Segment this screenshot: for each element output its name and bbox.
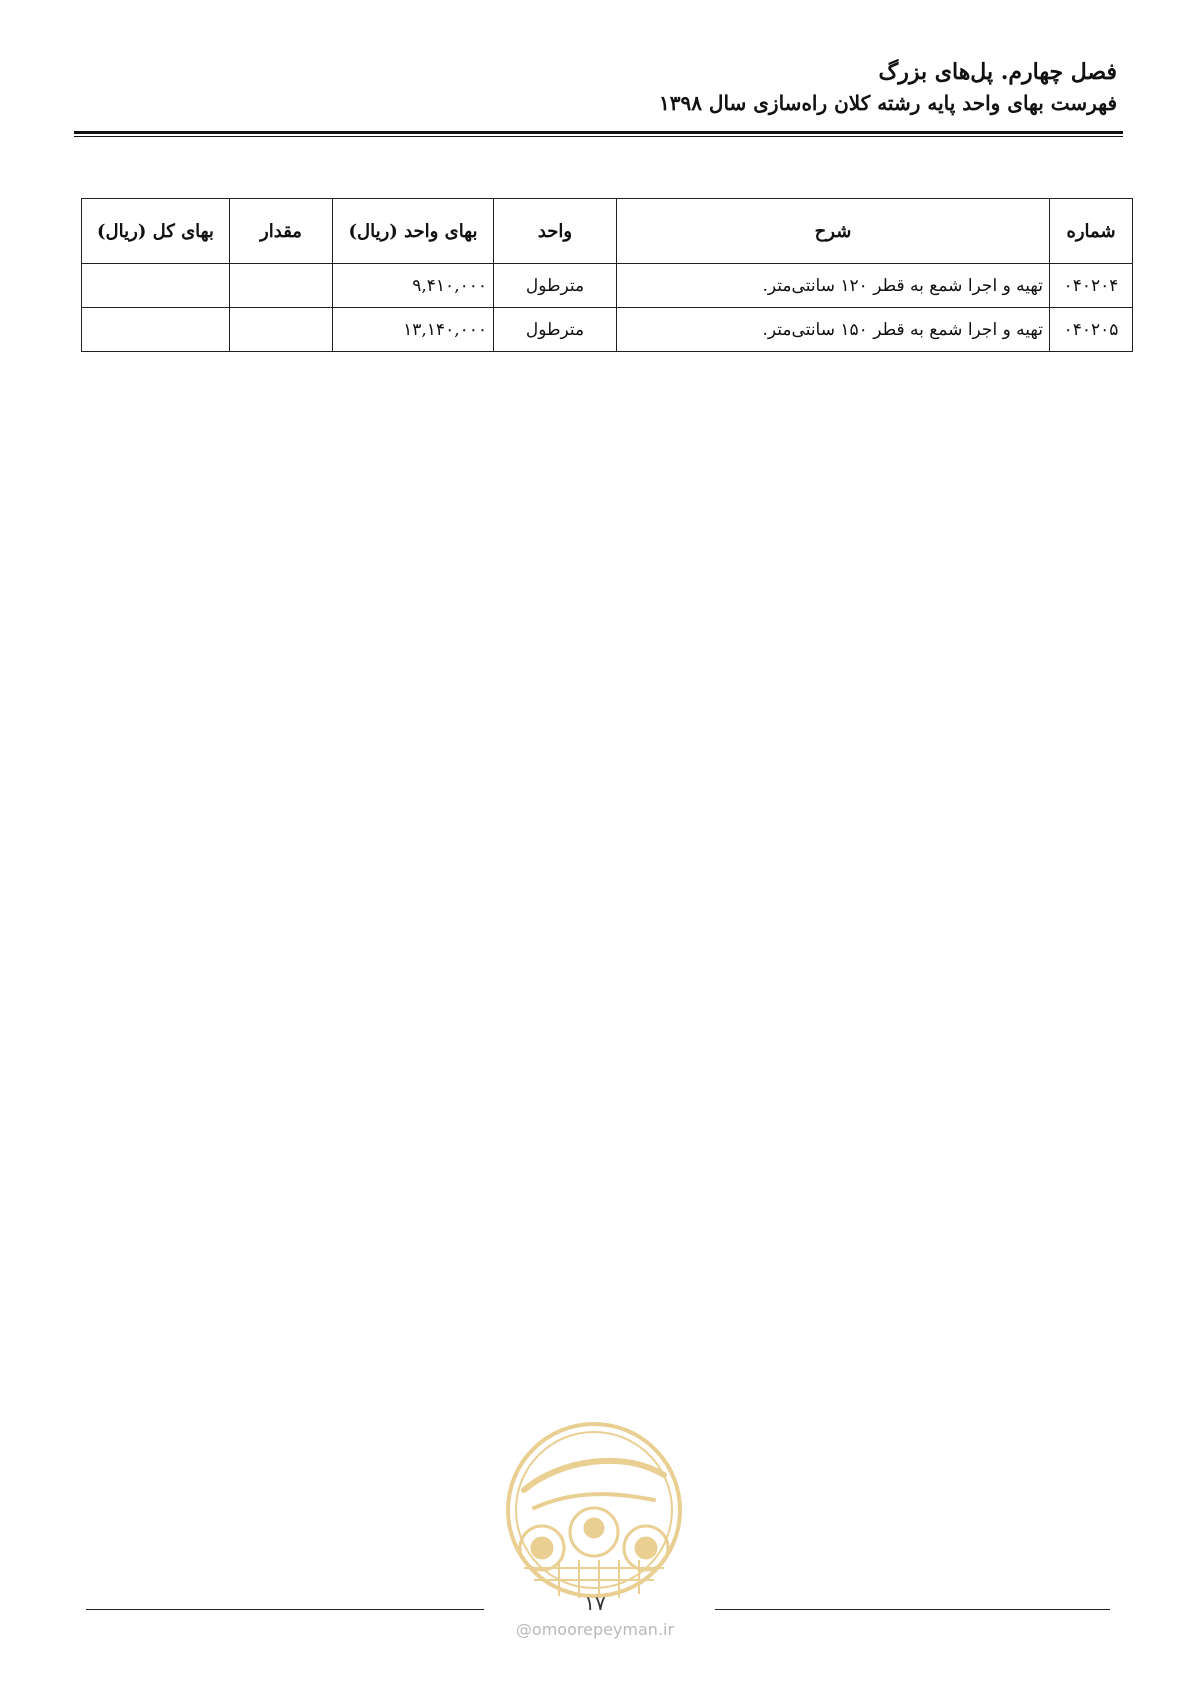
cell-total-price — [82, 264, 230, 308]
column-header-quantity: مقدار — [230, 199, 333, 264]
page-number: ۱۷ — [584, 1591, 606, 1615]
page-header — [67, 56, 1117, 118]
column-header-unit-price: بهای واحد (ریال) — [333, 199, 494, 264]
cell-unit-price: ۱۳,۱۴۰,۰۰۰ — [333, 308, 494, 352]
cell-description: تهیه و اجرا شمع به قطر ۱۵۰ سانتی‌متر. — [617, 308, 1050, 352]
cell-total-price — [82, 308, 230, 352]
cell-number: ۰۴۰۲۰۴ — [1050, 264, 1133, 308]
table-row — [82, 308, 1133, 352]
table-row — [82, 264, 1133, 308]
gear-seal-logo-icon — [504, 1420, 684, 1600]
cell-number: ۰۴۰۲۰۵ — [1050, 308, 1133, 352]
chapter-title: فصل چهارم. پل‌های بزرگ — [878, 59, 1117, 85]
footer-rule-right — [715, 1609, 1110, 1610]
price-list-title: فهرست بهای واحد پایه رشته کلان راه‌سازی سال ۱۳۹۸ — [659, 91, 1117, 115]
cell-unit: مترطول — [494, 308, 617, 352]
cell-quantity — [230, 308, 333, 352]
website-watermark[interactable]: @omoorepeyman.ir — [515, 1620, 675, 1639]
column-header-number: شماره — [1050, 199, 1133, 264]
price-table — [81, 198, 1133, 352]
cell-quantity — [230, 264, 333, 308]
table-header-row — [82, 199, 1133, 264]
column-header-total-price: بهای کل (ریال) — [82, 199, 230, 264]
cell-description: تهیه و اجرا شمع به قطر ۱۲۰ سانتی‌متر. — [617, 264, 1050, 308]
header-rule-thick — [74, 131, 1123, 134]
column-header-unit: واحد — [494, 199, 617, 264]
price-table-container — [81, 198, 1119, 352]
cell-unit: مترطول — [494, 264, 617, 308]
column-header-description: شرح — [617, 199, 1050, 264]
header-rule-thin — [74, 136, 1123, 137]
cell-unit-price: ۹,۴۱۰,۰۰۰ — [333, 264, 494, 308]
footer-rule-left — [86, 1609, 484, 1610]
